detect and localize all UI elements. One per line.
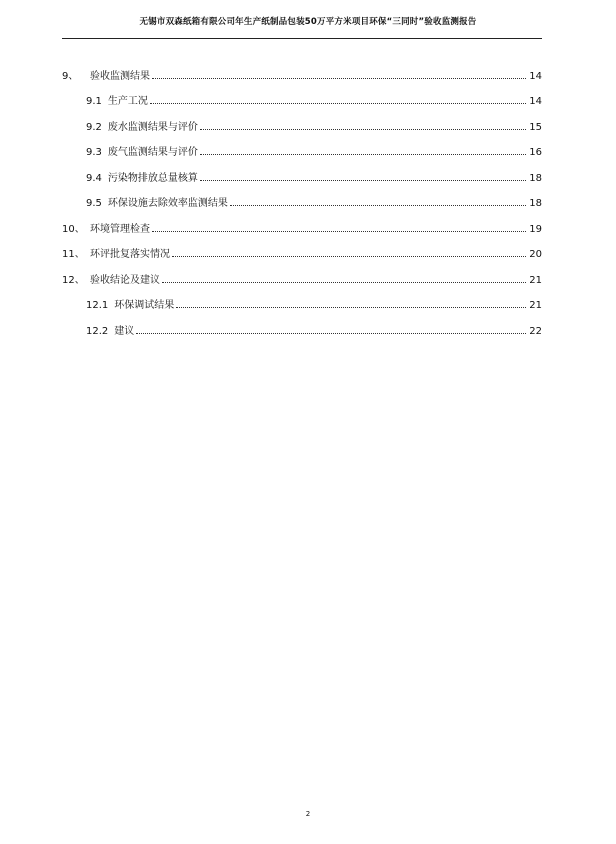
toc-number: 9.2	[86, 121, 102, 133]
toc-page: 19	[529, 223, 542, 235]
toc-entry-12-1[interactable]	[62, 286, 542, 312]
toc-number: 9.3	[86, 147, 102, 158]
toc-entry-9-4[interactable]	[62, 158, 542, 184]
toc-title: 废水监测结果与评价	[107, 121, 198, 133]
toc-title: 验收监测结果	[90, 70, 150, 82]
toc-leader	[150, 103, 526, 104]
toc-page: 16	[529, 147, 542, 158]
toc-number: 9.5	[86, 198, 102, 209]
toc-page: 21	[529, 300, 542, 311]
header-divider	[62, 38, 542, 39]
toc-leader	[152, 231, 526, 232]
toc-leader	[152, 78, 526, 79]
toc-page: 20	[529, 249, 542, 260]
toc-entry-9-3[interactable]	[62, 133, 542, 159]
toc-number: 12.1	[86, 300, 109, 311]
toc-number: 11、	[62, 249, 85, 260]
toc-number: 10、	[62, 223, 85, 235]
toc-number: 9.4	[86, 172, 102, 184]
toc-leader	[136, 333, 526, 334]
toc-leader	[200, 180, 526, 181]
toc-entry-10[interactable]	[62, 209, 542, 235]
toc-number: 12.2	[86, 325, 109, 337]
toc-title: 生产工况	[107, 96, 148, 107]
toc-page: 15	[529, 121, 542, 133]
toc-entry-12[interactable]	[62, 260, 542, 286]
page-number: 2	[305, 810, 311, 818]
toc-leader	[230, 205, 526, 206]
toc-entry-9[interactable]	[62, 56, 542, 82]
toc-title: 废气监测结果与评价	[107, 147, 198, 158]
toc-number: 9、	[62, 70, 79, 82]
toc-title: 环保设施去除效率监测结果	[107, 198, 228, 209]
table-of-contents	[62, 56, 542, 337]
toc-leader	[176, 307, 526, 308]
toc-entry-9-1[interactable]	[62, 82, 542, 108]
toc-entry-9-5[interactable]	[62, 184, 542, 210]
toc-title: 环保调试结果	[114, 300, 175, 311]
toc-title: 环境管理检查	[90, 223, 150, 235]
toc-number: 12、	[62, 274, 85, 286]
toc-number: 9.1	[86, 96, 102, 107]
toc-entry-9-2[interactable]	[62, 107, 542, 133]
toc-leader	[200, 129, 526, 130]
toc-title: 环评批复落实情况	[90, 249, 170, 260]
toc-leader	[162, 282, 526, 283]
toc-entry-11[interactable]	[62, 235, 542, 261]
toc-title: 验收结论及建议	[90, 274, 160, 286]
toc-leader	[172, 256, 526, 257]
toc-page: 22	[529, 325, 542, 337]
toc-page: 18	[529, 198, 542, 209]
toc-page: 18	[529, 172, 542, 184]
toc-title: 建议	[114, 325, 135, 337]
toc-page: 21	[529, 274, 542, 286]
toc-leader	[200, 154, 526, 155]
toc-page: 14	[529, 70, 542, 82]
toc-title: 污染物排放总量核算	[107, 172, 198, 184]
toc-page: 14	[529, 96, 542, 107]
toc-entry-12-2[interactable]	[62, 311, 542, 337]
page-header: 无锡市双森纸箱有限公司年生产纸制品包装50万平方米项目环保“三同时”验收监测报告	[139, 17, 477, 27]
